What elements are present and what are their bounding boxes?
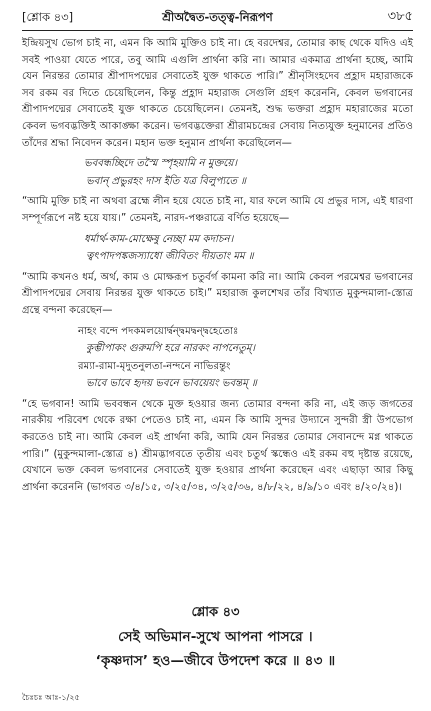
paragraph-3: “আমি কখনও ধর্ম, অর্থ, কাম ও মোক্ষরূপ চতুর্বর্গ কামনা করি না। আমি কেবল পরমেশ্বর ভগবানের শ্রীপাদপদ্মের সেবায় নিরন্তর যুক্ত থাকতে চাই।” মহারাজ কুলশেখর তাঁর বিখ্যাত মুকুন্দমালা-স্তোত্র গ্রন্থে বন্দনা করেছেন— [22, 271, 413, 316]
verse-3-line-1: নাহং বন্দে পদকমলয়োর্দ্বন্দ্বমদ্বন্দ্বহেতোঃ [78, 325, 239, 337]
sloka-line-1: সেই অভিমান-সুখে আপনা পাসরে । [118, 629, 313, 645]
header-chapter-title: শ্রীঅদ্বৈত-তত্ত্ব-নিরূপণ [162, 10, 273, 24]
page-header [22, 6, 413, 28]
page-footer: চৈঃচঃ আঃ-১/২৫ [22, 693, 80, 702]
header-divider [22, 30, 413, 31]
page-number: ৩৮৫ [387, 9, 413, 24]
purport-body [22, 36, 413, 496]
sloka-line-2: ‘কৃষ্ণদাস’ হও—জীবে উপদেশ করে ॥ ৪৩ ॥ [95, 653, 336, 669]
verse-3-line-4: ভাবে ভাবে হৃদয় ভবনে ভাবয়েয়ং ভবন্তম্ ॥ [86, 378, 257, 390]
verse-3-line-2: কুম্ভীপাকং গুরুমপি হরে নারকং নাপনেতুম্। [86, 343, 256, 355]
verse-2-line-2: ত্বৎপাদপঙ্কজস্যাধো জীবিতং দীয়তাং মম ॥ [86, 251, 254, 263]
paragraph-1: ইন্দ্রিয়সুখ ভোগ চাই না, এমন কি আমি মুক্তিও চাই না। হে বরদেশ্বর, তোমার কাছ থেকে যদিও এই সবই পাওয়া যেতে পারে, তবু আমি এগুলি প্রার্থনা করি না। আমার একমাত্র প্রার্থনা হচ্ছে, আমি যেন নিরন্তর তোমার শ্রীপাদপদ্মের সেবাতেই যুক্ত থাকতে পারি।” শ্রীনৃসিংহদেব প্রহ্লাদ মহারাজকে সব রকম বর দিতে চেয়েছিলেন, কিন্তু প্রহ্লাদ মহারাজ সেগুলি গ্রহণ করেননি, কেবল ভগবানের শ্রীপাদপদ্মের সেবাতেই যুক্ত থাকতে চেয়েছিলেন। তেমনই, শুদ্ধ ভক্তরা প্রহ্লাদ মহারাজের মতো কেবল ভগবদ্ভক্তিই আকাঙ্ক্ষা করেন। ভগবদ্ভক্তেরা শ্রীরামচন্দ্রের সেবায় নিত্যযুক্ত হনুমানের প্রতিও তাঁদের শ্রদ্ধা নিবেদন করেন। মহান ভক্ত হনুমান প্রার্থনা করেছিলেন— [22, 38, 413, 149]
verse-1-line-2: ভবান্ প্রভুরহং দাস ইতি যত্র বিলুপ্যতে ॥ [86, 175, 247, 187]
verse-2-line-1: ধর্মার্থ-কাম-মোক্ষেষু নেচ্ছা মম কদাচন। [84, 233, 234, 245]
paragraph-4: “হে ভগবান! আমি ভববন্ধন থেকে মুক্ত হওয়ার জন্য তোমার বন্দনা করি না, এই জড় জগতের নারকীয় পরিবেশ থেকে রক্ষা পেতেও চাই না, এমন কি আমি সুন্দর উদ্যানে সুন্দরী স্ত্রী উপভোগ করতেও চাই না। আমি কেবল এই প্রার্থনা করি, আমি যেন নিরন্তর তোমার সেবানন্দে মগ্ন থাকতে পারি।” (মুকুন্দমালা-স্তোত্র ৪) শ্রীমদ্ভাগবতে তৃতীয় এবং চতুর্থ স্কন্ধেও এই রকম বহু দৃষ্টান্ত রয়েছে, যেখানে ভক্ত কেবল ভগবানের সেবাতেই যুক্ত হওয়ার প্রার্থনা করেছেন এবং এছাড়া আর কিছু প্রার্থনা করেননি (ভাগবত ৩/৪/১৫, ৩/২৫/৩৪, ৩/২৫/৩৬, ৪/৮/২২, ৪/৯/১০ এবং ৪/২০/২৪)। [22, 398, 413, 493]
verse-1-line-1: ভববন্ধচ্ছিদে তস্মৈ স্পৃহয়ামি ন মুক্তয়ে। [84, 158, 238, 170]
paragraph-2: “আমি মুক্তি চাই না অথবা ব্রহ্মে লীন হয়ে যেতে চাই না, যার ফলে আমি যে প্রভুর দাস, এই ধারণা সম্পূর্ণরূপে নষ্ট হয়ে যায়।” তেমনই, নারদ-পঞ্চরাত্রে বর্ণিত হয়েছে— [22, 196, 413, 224]
verse-3-line-3: রম্যা-রামা-মৃদুতনুলতা-নন্দনে নাভিরন্তুং [78, 360, 231, 372]
sloka-number: শ্লোক ৪৩ [191, 605, 240, 620]
header-verse-ref: [শ্লোক ৪৩] [22, 10, 74, 24]
